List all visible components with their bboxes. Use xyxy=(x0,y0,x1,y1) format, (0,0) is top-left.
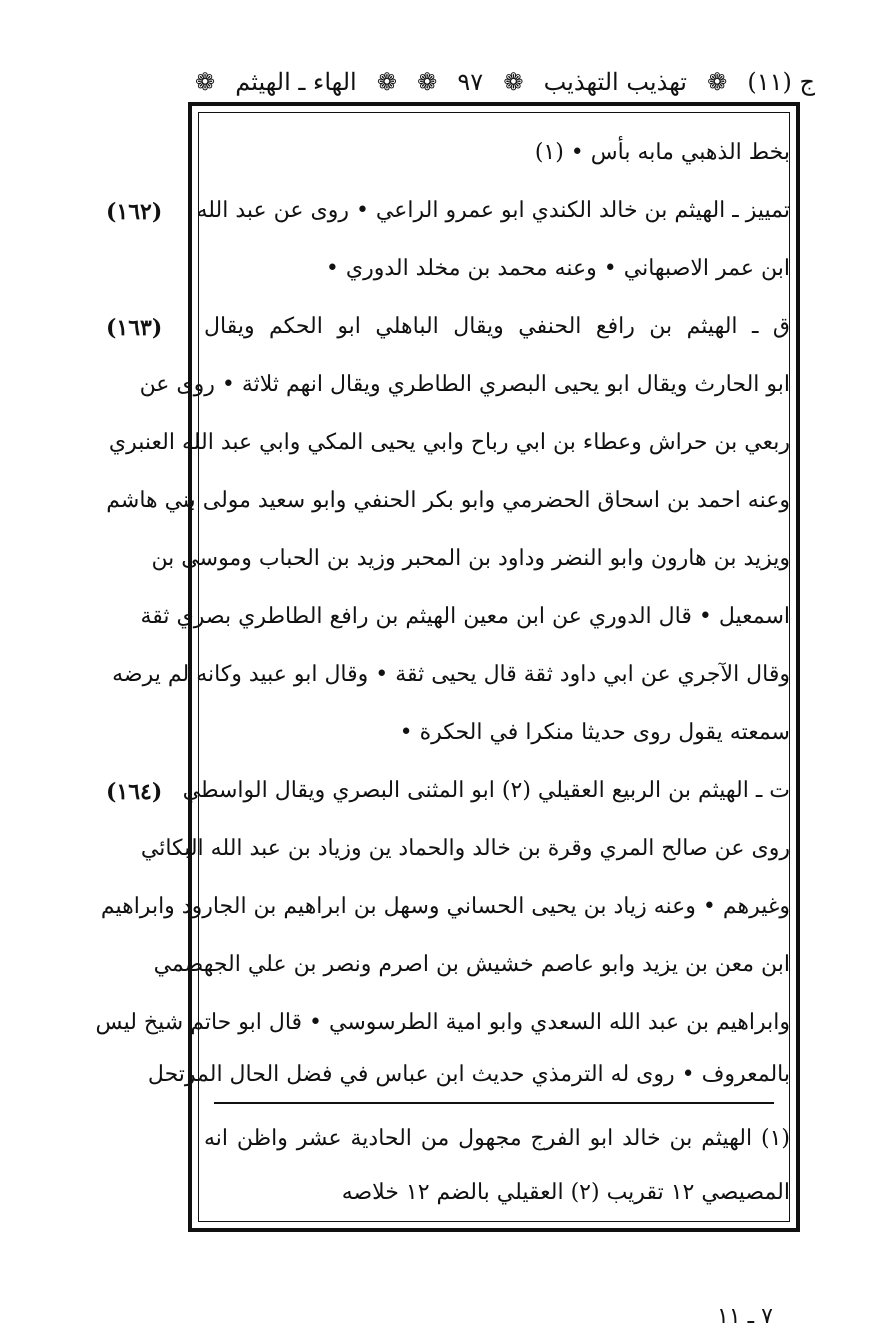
text-line: سمعته يقول روى حديثا منكرا في الحكرة • xyxy=(399,720,790,745)
text-line: روى عن صالح المري وقرة بن خالد والحماد ين وزياد بن عبد الله البكائي xyxy=(140,836,790,861)
ornament-icon: ❁ xyxy=(376,68,397,96)
text-line: ابن عمر الاصبهاني • وعنه محمد بن مخلد الدوري • xyxy=(325,256,790,281)
ornament-icon: ❁ xyxy=(195,68,216,96)
text-line: وغيرهم • وعنه زياد بن يحيى الحساني وسهل بن ابراهيم بن الجارود وابراهيم xyxy=(100,894,790,919)
text-line: ربعي بن حراش وعطاء بن ابي رباح وابي يحيى المكي وابي عبد الله العنبري xyxy=(108,430,790,455)
text-line: ابو الحارث ويقال ابو يحيى البصري الطاطري ويقال انهم ثلاثة • روى عن xyxy=(139,372,790,397)
text-line: اسمعيل • قال الدوري عن ابن معين الهيثم بن رافع الطاطري بصري ثقة xyxy=(140,604,790,629)
ornament-icon: ❁ xyxy=(503,68,524,96)
entry-number: (١٦٣) xyxy=(106,315,163,341)
text-line: ق ـ الهيثم بن رافع الحنفي ويقال الباهلي ابو الحكم ويقال xyxy=(204,314,790,339)
running-header xyxy=(195,62,815,102)
footnote-separator xyxy=(214,1102,774,1104)
entry-number: (١٦٤) xyxy=(106,779,163,805)
text-line: بالمعروف • روى له الترمذي حديث ابن عباس في فضل الحال المرتحل xyxy=(147,1062,790,1087)
footnote-line: (١) الهيثم بن خالد ابو الفرج مجهول من الحادية عشر واظن انه xyxy=(204,1126,790,1151)
footnote-line: المصيصي ١٢ تقريب (٢) العقيلي بالضم ١٢ خلاصه xyxy=(341,1180,790,1205)
page-footer: ٧ ـ ١١ xyxy=(717,1304,773,1329)
ornament-icon: ❁ xyxy=(707,68,728,96)
text-line: وعنه احمد بن اسحاق الحضرمي وابو بكر الحنفي وابو سعيد مولى بني هاشم xyxy=(106,488,790,513)
text-line: وابراهيم بن عبد الله السعدي وابو امية الطرسوسي • قال ابو حاتم شيخ ليس xyxy=(95,1010,790,1035)
header-section: الهاء ـ الهيثم xyxy=(235,68,357,96)
text-line: تمييز ـ الهيثم بن خالد الكندي ابو عمرو الراعي • روى عن عبد الله xyxy=(196,198,790,223)
text-line: ابن معن بن يزيد وابو عاصم خشيش بن اصرم ونصر بن علي الجهضمي xyxy=(153,952,790,977)
text-line: ت ـ الهيثم بن الربيع العقيلي (٢) ابو المثنى البصري ويقال الواسطي xyxy=(182,778,790,803)
text-line: وقال الآجري عن ابي داود ثقة قال يحيى ثقة • وقال ابو عبيد وكانه لم يرضه xyxy=(112,662,790,687)
ornament-icon: ❁ xyxy=(417,68,438,96)
header-page-number: ٩٧ xyxy=(457,68,484,96)
header-title: تهذيب التهذيب xyxy=(543,68,687,96)
text-line: ويزيد بن هارون وابو النضر وداود بن المحبر وزيد بن الحباب وموسى بن xyxy=(151,546,790,571)
header-volume: ج (١١) xyxy=(747,68,815,96)
entry-number: (١٦٢) xyxy=(106,199,163,225)
text-line: بخط الذهبي مابه بأس • (١) xyxy=(534,140,790,165)
